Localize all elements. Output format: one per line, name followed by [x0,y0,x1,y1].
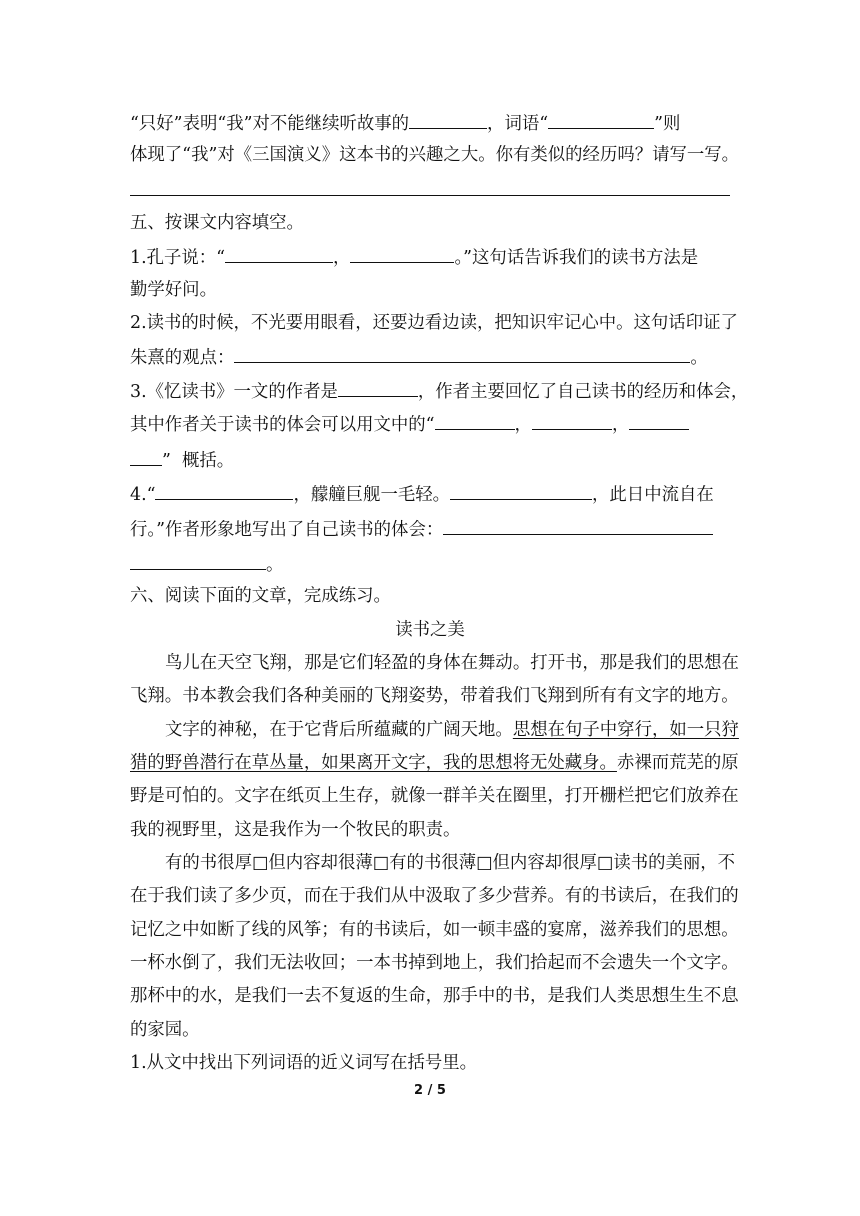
answer-blank[interactable] [409,110,487,129]
answer-line[interactable] [130,195,730,196]
para3-line-4: 一杯水倒了，我们无法收回；一本书掉到地上，我们拾起而不会遗失一个文字。 [130,953,739,973]
text-segment: 3.《忆读书》一文的作者是 [130,382,338,402]
answer-blank[interactable] [225,244,333,263]
answer-blank[interactable] [548,110,654,129]
answer-blank[interactable] [443,516,713,535]
article-title: 读书之美 [395,620,465,640]
text-segment: 4.“ [130,485,156,505]
continuation-line-1 [130,110,730,136]
text-segment: ，词语“ [487,114,549,134]
s5-q2-line-1: 2.读书的时候，不光要用眼看，还要边看边读，把知识牢记心中。这句话印证了 [130,313,738,333]
s5-q3-line-2 [130,411,730,437]
continuation-line-2: 体现了“我”对《三国演义》这本书的兴趣之大。你有类似的经历吗？请写一写。 [130,145,740,165]
text-segment: ， [611,415,630,435]
para1-line-2: 飞翔。书本教会我们各种美丽的飞翔姿势，带着我们飞翔到所有有文字的地方。 [130,686,739,706]
text-segment: 。 [690,348,708,368]
text-segment: 行。”作者形象地写出了自己读书的体会： [130,520,444,540]
answer-blank[interactable] [450,481,592,500]
para3-line-1: 有的书很厚□但内容却很薄□有的书很薄□但内容却很厚□读书的美丽，不 [165,853,736,873]
text-segment: ， [333,248,351,268]
answer-blank[interactable] [130,551,266,570]
text-segment: ” [162,451,171,471]
text-segment: 。 [266,555,284,575]
text-segment: ，作者主要回忆了自己读书的经历和体会， [417,382,749,402]
section-5-heading: 五、按课文内容填空。 [130,213,304,233]
s5-q2-line-2 [130,344,730,370]
s5-q4-line-3 [130,551,730,577]
answer-blank[interactable] [338,378,418,397]
para2-line-3: 野是可怕的。文字在纸页上生存，就像一群羊关在圈里，打开栅栏把它们放养在 [130,786,739,806]
text-segment: ”则 [654,114,681,134]
s5-q3-line-3 [130,447,730,473]
para1-line-1: 鸟儿在天空飞翔，那是它们轻盈的身体在舞动。打开书，那是我们的思想在 [165,653,739,673]
para3-line-5: 那杯中的水，是我们一去不复返的生命，那手中的书，是我们人类思想生生不息 [130,986,739,1006]
text-segment: ，此日中流自在 [592,485,714,505]
underlined-sentence: 猎的野兽潜行在草丛量，如果离开文字，我的思想将无处藏身。 [130,753,617,773]
text-segment: “只好”表明“我”对不能继续听故事的 [130,114,410,134]
text-segment: 赤裸而荒芜的原 [616,753,739,773]
text-segment: 。”这句话告诉我们的读书方法是 [454,248,699,268]
para2-line-1 [165,718,739,742]
answer-blank[interactable] [629,411,689,430]
s5-q1-line-2: 勤学好问。 [130,280,217,300]
text-segment: 其中作者关于读书的体会可以用文中的“ [130,415,435,435]
underlined-sentence: 思想在句子中穿行，如一只狩 [512,720,739,740]
para3-line-3: 记忆之中如断了线的风筝；有的书读后，如一顿丰盛的宴席，滋养我们的思想。 [130,920,739,940]
s5-q4-line-1 [130,481,730,507]
text-segment: 1.孔子说：“ [130,248,226,268]
text-segment: ，艨艟巨舰一毛轻。 [293,485,451,505]
answer-blank[interactable] [435,411,515,430]
text-segment: 概括。 [181,451,235,471]
s6-q1: 1.从文中找出下列词语的近义词写在括号里。 [130,1053,478,1073]
answer-blank[interactable] [350,244,454,263]
text-segment: 文字的神秘，在于它背后所蕴藏的广阔天地。 [165,720,513,740]
s5-q1-line-1 [130,244,730,270]
answer-blank[interactable] [532,411,612,430]
answer-blank[interactable] [130,447,162,466]
para3-line-6: 的家园。 [130,1020,200,1040]
text-segment: 朱熹的观点： [130,348,235,368]
answer-blank[interactable] [155,481,293,500]
page-number: 2 / 5 [414,1083,446,1098]
s5-q4-line-2 [130,516,730,542]
text-segment: ， [514,415,532,435]
para2-line-2 [130,751,739,775]
answer-blank[interactable] [234,344,690,363]
s5-q3-line-1 [130,378,749,404]
para3-line-2: 在于我们读了多少页，而在于我们从中汲取了多少营养。有的书读后，在我们的 [130,886,739,906]
section-6-heading: 六、阅读下面的文章，完成练习。 [130,586,391,606]
para2-line-4: 我的视野里，这是我作为一个牧民的职责。 [130,820,461,840]
